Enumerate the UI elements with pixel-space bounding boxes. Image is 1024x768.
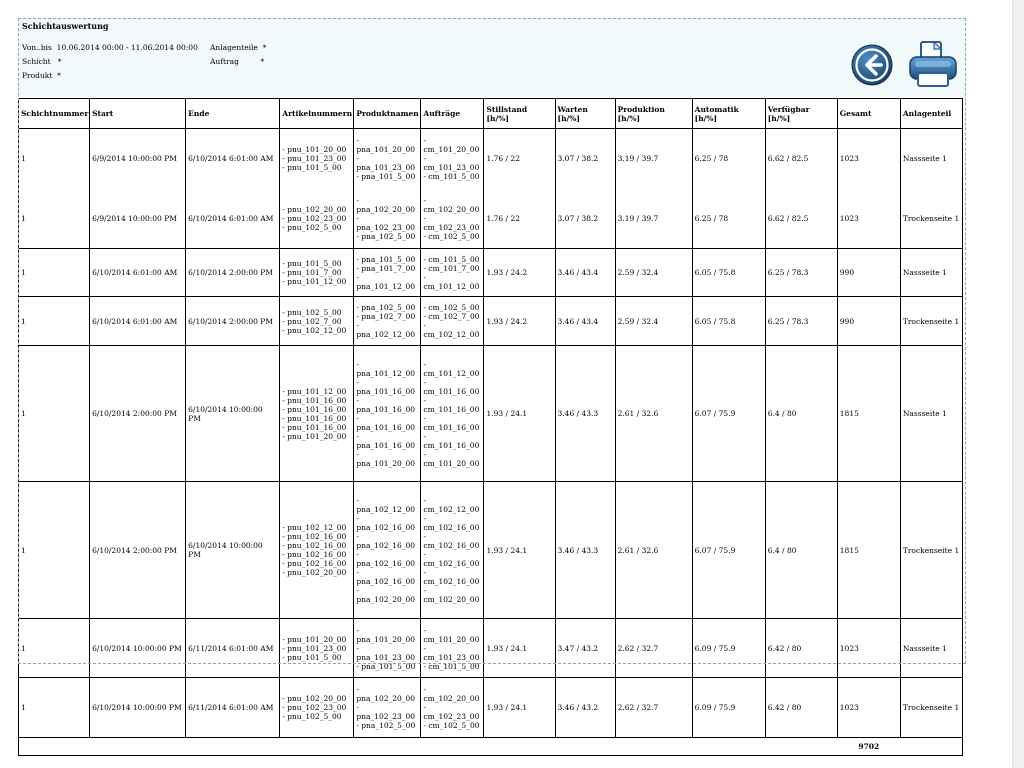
cell-verfuegbar: 6.62 / 82.5: [765, 129, 837, 189]
header-col-verfuegbar: Verfügbar [h/%]: [765, 99, 837, 129]
cell-stillstand: 1.93 / 24.1: [484, 346, 555, 482]
cell-auftraege-entry: -: [423, 272, 426, 282]
cell-start: 6/10/2014 6:01:00 AM: [90, 297, 186, 346]
cell-artikelnummern-entry: - pnu_101_20_00: [282, 145, 347, 155]
cell-auftraege-entry: -: [423, 195, 426, 205]
cell-produktnamen-entry: -: [356, 413, 359, 423]
cell-artikelnummern-entry: - pnu_101_12_00: [282, 386, 347, 396]
cell-schichtnummer: 1: [19, 297, 90, 346]
cell-artikelnummern-entry: - pnu_102_5_00: [282, 712, 342, 721]
arrow-left-circle-icon: [850, 43, 894, 87]
cell-verfuegbar: 6.62 / 82.5: [765, 189, 837, 249]
cell-gesamt: 1023: [837, 129, 900, 189]
cell-auftraege-entry: -: [423, 136, 426, 146]
cell-warten: 3.07 / 38.2: [555, 129, 615, 189]
cell-auftraege-entry: -: [423, 685, 426, 694]
cell-auftraege-entry: -: [423, 413, 426, 423]
header-col-warten: Warten [h/%]: [555, 99, 615, 129]
cell-auftraege: [421, 678, 484, 738]
cell-start: 6/10/2014 10:00:00 PM: [90, 678, 186, 738]
cell-auftraege: [421, 129, 484, 189]
cell-produktion: 2.61 / 32.6: [615, 482, 692, 619]
cell-produktnamen-entry: -: [356, 703, 359, 712]
table-row: [19, 346, 963, 482]
cell-artikelnummern-entry: - pnu_101_5_00: [282, 652, 342, 662]
cell-warten: 3.47 / 43.2: [555, 619, 615, 678]
cell-auftraege-entry: cm_101_16_00: [423, 440, 480, 450]
cell-produktion: 3.19 / 39.7: [615, 189, 692, 249]
cell-produktnamen: [354, 297, 421, 346]
cell-artikelnummern-entry: - pnu_102_16_00: [282, 532, 347, 541]
print-button[interactable]: [907, 40, 959, 90]
cell-produktnamen-entry: pna_102_12_00: [356, 330, 416, 339]
table-row: [19, 619, 963, 678]
vertical-scrollbar[interactable]: [1012, 0, 1024, 768]
cell-warten: 3.46 / 43.3: [555, 482, 615, 619]
cell-warten: 3.46 / 43.4: [555, 297, 615, 346]
cell-auftraege-entry: - cm_101_5_00: [423, 254, 480, 264]
cell-artikelnummern: [280, 249, 354, 297]
header-col-anlagenteil: Anlagenteil: [900, 99, 962, 129]
cell-artikelnummern-entry: - pnu_102_5_00: [282, 222, 342, 232]
cell-produktnamen-entry: -: [356, 550, 359, 559]
cell-produktnamen-entry: -: [356, 377, 359, 387]
filter-anlagenteile-value: *: [262, 43, 267, 52]
cell-produktnamen-entry: pna_102_16_00: [356, 577, 416, 586]
cell-produktnamen-entry: -: [356, 321, 359, 330]
cell-ende: 6/10/2014 6:01:00 AM: [186, 189, 280, 249]
cell-verfuegbar: 6.25 / 78.3: [765, 297, 837, 346]
cell-ende: 6/10/2014 2:00:00 PM: [186, 297, 280, 346]
cell-artikelnummern-entry: - pnu_102_20_00: [282, 204, 347, 214]
cell-produktnamen-entry: pna_101_23_00: [356, 652, 416, 662]
cell-auftraege-entry: cm_102_23_00: [423, 222, 480, 232]
cell-artikelnummern-entry: - pnu_101_16_00: [282, 404, 347, 414]
cell-produktnamen-entry: pna_102_23_00: [356, 222, 416, 232]
header-col-start: Start: [90, 99, 186, 129]
cell-produktnamen: [354, 678, 421, 738]
cell-artikelnummern: [280, 678, 354, 738]
cell-artikelnummern-entry: - pnu_102_23_00: [282, 213, 347, 223]
cell-verfuegbar: 6.42 / 80: [765, 678, 837, 738]
cell-produktnamen-entry: pna_101_16_00: [356, 386, 416, 396]
cell-start: 6/9/2014 10:00:00 PM: [90, 189, 186, 249]
cell-anlagenteil: Nassseite 1: [900, 346, 962, 482]
cell-auftraege: [421, 189, 484, 249]
cell-anlagenteil: Trockenseite 1: [900, 189, 962, 249]
cell-produktnamen-entry: - pna_101_7_00: [356, 263, 416, 273]
cell-auftraege: [421, 249, 484, 297]
cell-produktion: 2.62 / 32.7: [615, 678, 692, 738]
cell-produktnamen-entry: pna_102_20_00: [356, 204, 416, 214]
cell-stillstand: 1.76 / 22: [484, 129, 555, 189]
header-col-automatik: Automatik [h/%]: [692, 99, 765, 129]
cell-artikelnummern-entry: - pnu_102_16_00: [282, 550, 347, 559]
filter-anlagenteile: [210, 43, 266, 53]
cell-schichtnummer: 1: [19, 678, 90, 738]
filter-schicht-label: Schicht: [22, 57, 51, 66]
table-row: [19, 482, 963, 619]
cell-anlagenteil: Nassseite 1: [900, 619, 962, 678]
cell-automatik: 6.25 / 78: [692, 129, 765, 189]
filter-auftrag: [210, 57, 264, 67]
cell-auftraege-entry: -: [423, 154, 426, 164]
cell-auftraege-entry: -: [423, 321, 426, 330]
cell-automatik: 6.09 / 75.9: [692, 619, 765, 678]
cell-artikelnummern-entry: - pnu_102_7_00: [282, 316, 342, 326]
cell-produktnamen-entry: pna_101_20_00: [356, 458, 416, 468]
cell-auftraege-entry: -: [423, 514, 426, 523]
cell-produktnamen: [354, 346, 421, 482]
cell-produktnamen: [354, 619, 421, 678]
cell-anlagenteil: Trockenseite 1: [900, 297, 962, 346]
back-button[interactable]: [850, 43, 894, 87]
filter-produkt-value: *: [57, 71, 61, 80]
cell-auftraege-entry: cm_102_16_00: [423, 523, 480, 532]
cell-produktnamen-entry: pna_101_16_00: [356, 440, 416, 450]
cell-produktnamen-entry: pna_101_23_00: [356, 163, 416, 173]
total-spacer: [19, 738, 838, 756]
cell-ende: 6/10/2014 10:00:00 PM: [186, 482, 280, 619]
cell-auftraege-entry: cm_101_23_00: [423, 652, 480, 662]
cell-produktnamen-entry: - pna_102_7_00: [356, 312, 416, 321]
cell-produktnamen-entry: -: [356, 272, 359, 282]
cell-stillstand: 1.93 / 24.1: [484, 678, 555, 738]
cell-produktnamen-entry: -: [356, 431, 359, 441]
cell-ende: 6/10/2014 2:00:00 PM: [186, 249, 280, 297]
cell-produktnamen-entry: -: [356, 532, 359, 541]
cell-produktnamen-entry: -: [356, 514, 359, 523]
cell-artikelnummern-entry: - pnu_102_12_00: [282, 325, 347, 335]
cell-gesamt: 990: [837, 249, 900, 297]
cell-artikelnummern-entry: - pnu_101_12_00: [282, 277, 347, 286]
filter-period: [22, 43, 198, 53]
table-header-row: [19, 99, 963, 129]
cell-artikelnummern: [280, 129, 354, 189]
cell-schichtnummer: 1: [19, 189, 90, 249]
cell-gesamt: 1023: [837, 678, 900, 738]
cell-auftraege-entry: -: [423, 586, 426, 595]
cell-produktnamen: [354, 249, 421, 297]
cell-gesamt: 1023: [837, 619, 900, 678]
header-col-produktnamen: Produktnamen: [354, 99, 421, 129]
cell-schichtnummer: 1: [19, 129, 90, 189]
cell-produktnamen-entry: -: [356, 136, 359, 146]
cell-produktnamen-entry: -: [356, 685, 359, 694]
header-col-schichtnummer: Schichtnummer: [19, 99, 90, 129]
cell-auftraege-entry: -: [423, 449, 426, 459]
cell-produktnamen-entry: pna_102_23_00: [356, 712, 416, 721]
cell-produktnamen-entry: pna_102_16_00: [356, 523, 416, 532]
cell-produktnamen-entry: pna_101_16_00: [356, 422, 416, 432]
report-header: [18, 18, 966, 97]
cell-produktnamen-entry: - pna_101_5_00: [356, 661, 416, 671]
cell-artikelnummern-entry: - pnu_102_16_00: [282, 559, 347, 568]
cell-verfuegbar: 6.42 / 80: [765, 619, 837, 678]
table-row: [19, 297, 963, 346]
cell-warten: 3.46 / 43.4: [555, 249, 615, 297]
total-row: [19, 738, 963, 756]
header-col-ende: Ende: [186, 99, 280, 129]
report-title: Schichtauswertung: [22, 21, 109, 31]
cell-auftraege-entry: cm_101_16_00: [423, 422, 480, 432]
cell-produktnamen-entry: pna_101_20_00: [356, 634, 416, 644]
cell-produktnamen-entry: pna_102_20_00: [356, 595, 416, 604]
table-row: [19, 129, 963, 189]
cell-produktnamen-entry: - pna_102_5_00: [356, 721, 416, 730]
cell-stillstand: 1.76 / 22: [484, 189, 555, 249]
cell-anlagenteil: Trockenseite 1: [900, 678, 962, 738]
cell-produktnamen-entry: - pna_101_5_00: [356, 172, 416, 182]
cell-artikelnummern-entry: - pnu_101_5_00: [282, 163, 342, 173]
cell-produktnamen-entry: -: [356, 449, 359, 459]
cell-warten: 3.46 / 43.3: [555, 346, 615, 482]
cell-automatik: 6.25 / 78: [692, 189, 765, 249]
cell-produktion: 2.59 / 32.4: [615, 297, 692, 346]
cell-produktnamen-entry: -: [356, 154, 359, 164]
table-row: [19, 249, 963, 297]
cell-gesamt: 1815: [837, 346, 900, 482]
cell-auftraege-entry: cm_101_20_00: [423, 458, 480, 468]
header-col-artikelnummern: Artikelnummern: [280, 99, 354, 129]
cell-auftraege-entry: -: [423, 532, 426, 541]
cell-produktnamen-entry: -: [356, 643, 359, 653]
printer-icon: [907, 40, 959, 90]
cell-gesamt: 1815: [837, 482, 900, 619]
cell-auftraege-entry: cm_101_16_00: [423, 386, 480, 396]
cell-auftraege-entry: cm_101_16_00: [423, 404, 480, 414]
cell-auftraege-entry: -: [423, 550, 426, 559]
cell-auftraege-entry: -: [423, 496, 426, 505]
cell-artikelnummern-entry: - pnu_102_20_00: [282, 568, 347, 577]
cell-artikelnummern-entry: - pnu_101_20_00: [282, 634, 347, 644]
cell-stillstand: 1.93 / 24.1: [484, 482, 555, 619]
filter-period-label: Von..bis: [22, 43, 52, 52]
cell-auftraege-entry: cm_102_20_00: [423, 204, 480, 214]
cell-produktnamen: [354, 129, 421, 189]
cell-artikelnummern: [280, 297, 354, 346]
cell-artikelnummern-entry: - pnu_101_16_00: [282, 413, 347, 423]
cell-produktnamen-entry: - pna_102_5_00: [356, 231, 416, 241]
cell-auftraege-entry: cm_102_16_00: [423, 577, 480, 586]
cell-auftraege-entry: - cm_101_7_00: [423, 263, 480, 273]
cell-auftraege: [421, 619, 484, 678]
cell-artikelnummern-entry: - pnu_101_5_00: [282, 259, 342, 268]
cell-produktnamen-entry: pna_101_16_00: [356, 404, 416, 414]
cell-auftraege-entry: - cm_102_5_00: [423, 721, 480, 730]
cell-auftraege-entry: - cm_102_7_00: [423, 312, 480, 321]
cell-ende: 6/11/2014 6:01:00 AM: [186, 619, 280, 678]
cell-schichtnummer: 1: [19, 482, 90, 619]
cell-produktnamen-entry: pna_102_20_00: [356, 694, 416, 703]
cell-auftraege: [421, 346, 484, 482]
cell-produktnamen-entry: -: [356, 213, 359, 223]
cell-produktnamen-entry: -: [356, 625, 359, 635]
cell-auftraege-entry: cm_101_20_00: [423, 634, 480, 644]
cell-ende: 6/10/2014 6:01:00 AM: [186, 129, 280, 189]
cell-stillstand: 1.93 / 24.2: [484, 297, 555, 346]
header-col-stillstand: Stillstand [h/%]: [484, 99, 555, 129]
filter-schicht-value: *: [57, 57, 62, 66]
filter-period-value: 10.06.2014 00:00 - 11.06.2014 00:00: [56, 43, 198, 52]
filter-produkt: [22, 71, 61, 81]
header-col-produktion: Produktion [h/%]: [615, 99, 692, 129]
cell-start: 6/10/2014 6:01:00 AM: [90, 249, 186, 297]
cell-start: 6/10/2014 10:00:00 PM: [90, 619, 186, 678]
header-col-auftraege: Aufträge: [421, 99, 484, 129]
cell-auftraege-entry: - cm_101_5_00: [423, 661, 480, 671]
cell-automatik: 6.05 / 75.8: [692, 249, 765, 297]
cell-artikelnummern-entry: - pnu_101_7_00: [282, 268, 342, 277]
cell-produktnamen: [354, 482, 421, 619]
cell-auftraege-entry: -: [423, 625, 426, 635]
cell-artikelnummern: [280, 619, 354, 678]
cell-auftraege-entry: -: [423, 359, 426, 369]
cell-auftraege: [421, 297, 484, 346]
cell-auftraege-entry: -: [423, 377, 426, 387]
cell-auftraege-entry: - cm_102_5_00: [423, 303, 480, 312]
cell-auftraege-entry: - cm_101_5_00: [423, 172, 480, 182]
cell-produktnamen-entry: -: [356, 568, 359, 577]
cell-auftraege-entry: -: [423, 568, 426, 577]
cell-automatik: 6.07 / 75.9: [692, 346, 765, 482]
cell-artikelnummern-entry: - pnu_101_23_00: [282, 154, 347, 164]
cell-produktion: 2.62 / 32.7: [615, 619, 692, 678]
cell-auftraege-entry: cm_101_20_00: [423, 145, 480, 155]
cell-artikelnummern-entry: - pnu_101_16_00: [282, 422, 347, 432]
cell-automatik: 6.07 / 75.9: [692, 482, 765, 619]
cell-start: 6/10/2014 2:00:00 PM: [90, 482, 186, 619]
cell-artikelnummern: [280, 482, 354, 619]
cell-artikelnummern: [280, 346, 354, 482]
cell-verfuegbar: 6.4 / 80: [765, 346, 837, 482]
cell-stillstand: 1.93 / 24.1: [484, 619, 555, 678]
cell-auftraege-entry: - cm_102_5_00: [423, 231, 480, 241]
cell-warten: 3.46 / 43.2: [555, 678, 615, 738]
cell-produktnamen-entry: -: [356, 395, 359, 405]
cell-start: 6/9/2014 10:00:00 PM: [90, 129, 186, 189]
cell-produktnamen-entry: -: [356, 586, 359, 595]
cell-artikelnummern-entry: - pnu_102_16_00: [282, 541, 347, 550]
filter-auftrag-label: Auftrag: [210, 57, 239, 66]
table-body: [19, 129, 963, 756]
cell-verfuegbar: 6.25 / 78.3: [765, 249, 837, 297]
cell-artikelnummern-entry: - pnu_101_23_00: [282, 643, 347, 653]
cell-auftraege-entry: cm_102_12_00: [423, 330, 480, 339]
cell-artikelnummern: [280, 189, 354, 249]
cell-auftraege-entry: cm_102_16_00: [423, 541, 480, 550]
filter-auftrag-value: *: [260, 57, 265, 66]
cell-auftraege-entry: cm_101_12_00: [423, 368, 480, 378]
cell-gesamt: 990: [837, 297, 900, 346]
cell-produktnamen-entry: pna_101_12_00: [356, 281, 416, 291]
cell-verfuegbar: 6.4 / 80: [765, 482, 837, 619]
cell-artikelnummern-entry: - pnu_102_23_00: [282, 703, 347, 712]
cell-auftraege-entry: -: [423, 213, 426, 223]
cell-start: 6/10/2014 2:00:00 PM: [90, 346, 186, 482]
cell-auftraege-entry: -: [423, 431, 426, 441]
cell-auftraege-entry: cm_101_23_00: [423, 163, 480, 173]
cell-produktnamen-entry: -: [356, 195, 359, 205]
cell-ende: 6/11/2014 6:01:00 AM: [186, 678, 280, 738]
report-table: [18, 98, 963, 756]
cell-artikelnummern-entry: - pnu_102_20_00: [282, 694, 347, 703]
cell-produktnamen-entry: - pna_102_5_00: [356, 303, 416, 312]
cell-produktnamen-entry: pna_101_12_00: [356, 368, 416, 378]
cell-auftraege-entry: -: [423, 395, 426, 405]
cell-automatik: 6.05 / 75.8: [692, 297, 765, 346]
cell-stillstand: 1.93 / 24.2: [484, 249, 555, 297]
cell-produktnamen-entry: -: [356, 359, 359, 369]
cell-auftraege: [421, 482, 484, 619]
cell-warten: 3.07 / 38.2: [555, 189, 615, 249]
filter-anlagenteile-label: Anlagenteile: [210, 43, 258, 52]
cell-anlagenteil: Nassseite 1: [900, 249, 962, 297]
cell-produktion: 2.61 / 32.6: [615, 346, 692, 482]
header-col-gesamt: Gesamt: [837, 99, 900, 129]
cell-produktion: 3.19 / 39.7: [615, 129, 692, 189]
cell-auftraege-entry: cm_102_20_00: [423, 595, 480, 604]
total-gesamt: 9702: [837, 738, 900, 756]
cell-auftraege-entry: cm_102_23_00: [423, 712, 480, 721]
cell-ende: 6/10/2014 10:00:00 PM: [186, 346, 280, 482]
cell-produktnamen-entry: -: [356, 496, 359, 505]
cell-anlagenteil: Trockenseite 1: [900, 482, 962, 619]
cell-schichtnummer: 1: [19, 619, 90, 678]
cell-produktnamen-entry: pna_102_12_00: [356, 505, 416, 514]
cell-produktnamen-entry: - pna_101_5_00: [356, 254, 416, 264]
cell-anlagenteil: Nassseite 1: [900, 129, 962, 189]
cell-produktnamen-entry: pna_102_16_00: [356, 541, 416, 550]
cell-automatik: 6.09 / 75.9: [692, 678, 765, 738]
cell-auftraege-entry: cm_102_12_00: [423, 505, 480, 514]
total-end: [900, 738, 962, 756]
filter-schicht: [22, 57, 62, 67]
filter-produkt-label: Produkt: [22, 71, 53, 80]
cell-schichtnummer: 1: [19, 346, 90, 482]
cell-artikelnummern-entry: - pnu_102_5_00: [282, 307, 342, 317]
cell-produktnamen: [354, 189, 421, 249]
cell-artikelnummern-entry: - pnu_101_20_00: [282, 431, 347, 441]
cell-auftraege-entry: cm_102_20_00: [423, 694, 480, 703]
cell-gesamt: 1023: [837, 189, 900, 249]
cell-produktion: 2.59 / 32.4: [615, 249, 692, 297]
cell-auftraege-entry: cm_101_12_00: [423, 281, 480, 291]
cell-auftraege-entry: cm_102_16_00: [423, 559, 480, 568]
cell-artikelnummern-entry: - pnu_101_16_00: [282, 395, 347, 405]
cell-artikelnummern-entry: - pnu_102_12_00: [282, 523, 347, 532]
cell-auftraege-entry: -: [423, 643, 426, 653]
cell-produktnamen-entry: pna_101_20_00: [356, 145, 416, 155]
cell-produktnamen-entry: pna_102_16_00: [356, 559, 416, 568]
cell-schichtnummer: 1: [19, 249, 90, 297]
cell-auftraege-entry: -: [423, 703, 426, 712]
table-row: [19, 189, 963, 249]
table-row: [19, 678, 963, 738]
